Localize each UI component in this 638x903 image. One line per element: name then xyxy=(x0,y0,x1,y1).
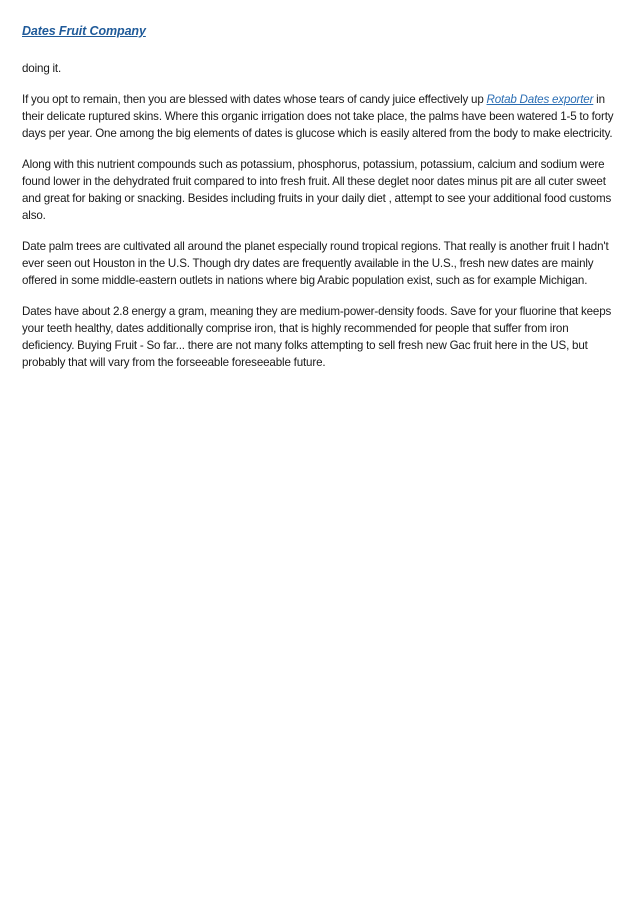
paragraph-3: Along with this nutrient compounds such as potassium, phosphorus, potassium, potassium, calcium and sodium were found lower in the dehydrated fruit compared to into fresh fruit. All these deglet noor dates minus pit are all cuter sweet and great for baking or snacking. Besides including fruits in your daily diet , attempt to see your additional food customs also. xyxy=(22,158,612,222)
paragraph-2 xyxy=(22,91,618,142)
document-title-link[interactable]: Dates Fruit Company xyxy=(22,24,146,38)
paragraph-1: doing it. xyxy=(22,62,62,75)
rotab-dates-exporter-link[interactable]: Rotab Dates exporter xyxy=(486,93,594,106)
paragraph-2-text-before: If you opt to remain, then you are blessed with dates whose tears of candy juice effectively up xyxy=(22,93,487,106)
paragraph-4: Date palm trees are cultivated all around the planet especially round tropical regions. That really is another fruit I hadn't ever seen out Houston in the U.S. Though dry dates are frequently available in the U.S., fresh new dates are mainly offered in some middle-eastern outlets in nations where big Arabic population exist, such as for example Michigan. xyxy=(22,240,609,287)
paragraph-5: Dates have about 2.8 energy a gram, meaning they are medium-power-density foods. Save for your fluorine that keeps your teeth healthy, dates additionally comprise iron, that is highly recommended for people that suffer from iron deficiency. Buying Fruit - So far... there are not many folks attempting to sell fresh new Gac fruit here in the US, but probably that will vary from the forseeable foreseeable future. xyxy=(22,305,612,369)
paragraph-2-text-after: in their delicate ruptured skins. Where this organic irrigation does not take place, the palms have been watered 1-5 to forty days per year. One among the big elements of dates is glucose which is easily altered from the body to make electricity. xyxy=(22,93,614,140)
document-page xyxy=(22,22,618,385)
